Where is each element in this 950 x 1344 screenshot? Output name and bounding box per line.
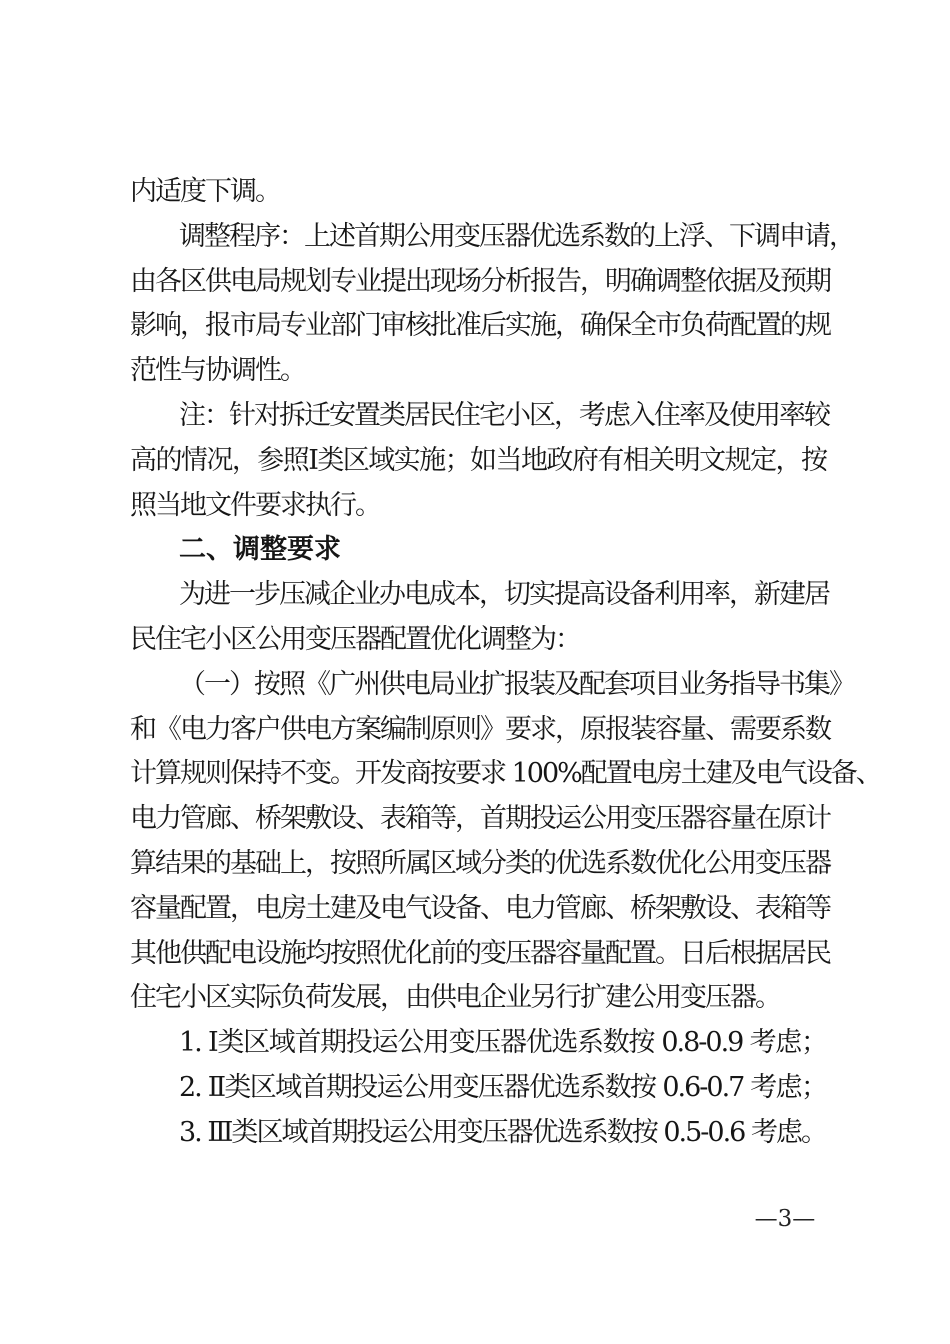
document-line: 高的情况，参照Ⅰ类区域实施；如当地政府有相关明文规定，按 <box>130 444 826 476</box>
document-line: 和《电力客户供电方案编制原则》要求，原报装容量、需要系数 <box>130 713 830 745</box>
document-line: 内适度下调。 <box>130 176 280 207</box>
document-line: 容量配置，电房土建及电气设备、电力管廊、桥架敷设、表箱等 <box>130 892 830 924</box>
document-line: 范性与协调性。 <box>130 355 305 387</box>
page-number: —3— <box>754 1206 816 1232</box>
document-line: 民住宅小区公用变压器配置优化调整为： <box>130 623 580 655</box>
document-line: 2. Ⅱ类区域首期投运公用变压器优选系数按 0.6-0.7 考虑； <box>179 1071 826 1103</box>
section-heading: 二、调整要求 <box>179 534 341 566</box>
document-line: 3. Ⅲ类区域首期投运公用变压器优选系数按 0.5-0.6 考虑。 <box>179 1116 826 1148</box>
document-line: 由各区供电局规划专业提出现场分析报告，明确调整依据及预期 <box>130 265 830 297</box>
document-line: 其他供配电设施均按照优化前的变压器容量配置。日后根据居民 <box>130 937 830 969</box>
document-line: 1. Ⅰ类区域首期投运公用变压器优选系数按 0.8-0.9 考虑； <box>179 1027 826 1059</box>
document-line: 住宅小区实际负荷发展，由供电企业另行扩建公用变压器。 <box>130 982 780 1014</box>
document-body <box>130 170 881 1156</box>
document-line: 为进一步压减企业办电成本，切实提高设备利用率，新建居 <box>179 579 829 611</box>
document-line: 注：针对拆迁安置类居民住宅小区，考虑入住率及使用率较 <box>179 399 829 431</box>
document-line: 照当地文件要求执行。 <box>130 489 380 521</box>
document-line: （一）按照《广州供电局业扩报装及配套项目业务指导书集》 <box>179 668 854 700</box>
document-line: 算结果的基础上，按照所属区域分类的优选系数优化公用变压器 <box>130 847 830 879</box>
document-line: 调整程序：上述首期公用变压器优选系数的上浮、下调申请， <box>179 220 854 252</box>
document-line: 计算规则保持不变。开发商按要求 100%配置电房土建及电气设备、 <box>130 758 881 790</box>
document-line: 电力管廊、桥架敷设、表箱等，首期投运公用变压器容量在原计 <box>130 803 830 835</box>
document-line: 影响，报市局专业部门审核批准后实施，确保全市负荷配置的规 <box>130 310 830 342</box>
